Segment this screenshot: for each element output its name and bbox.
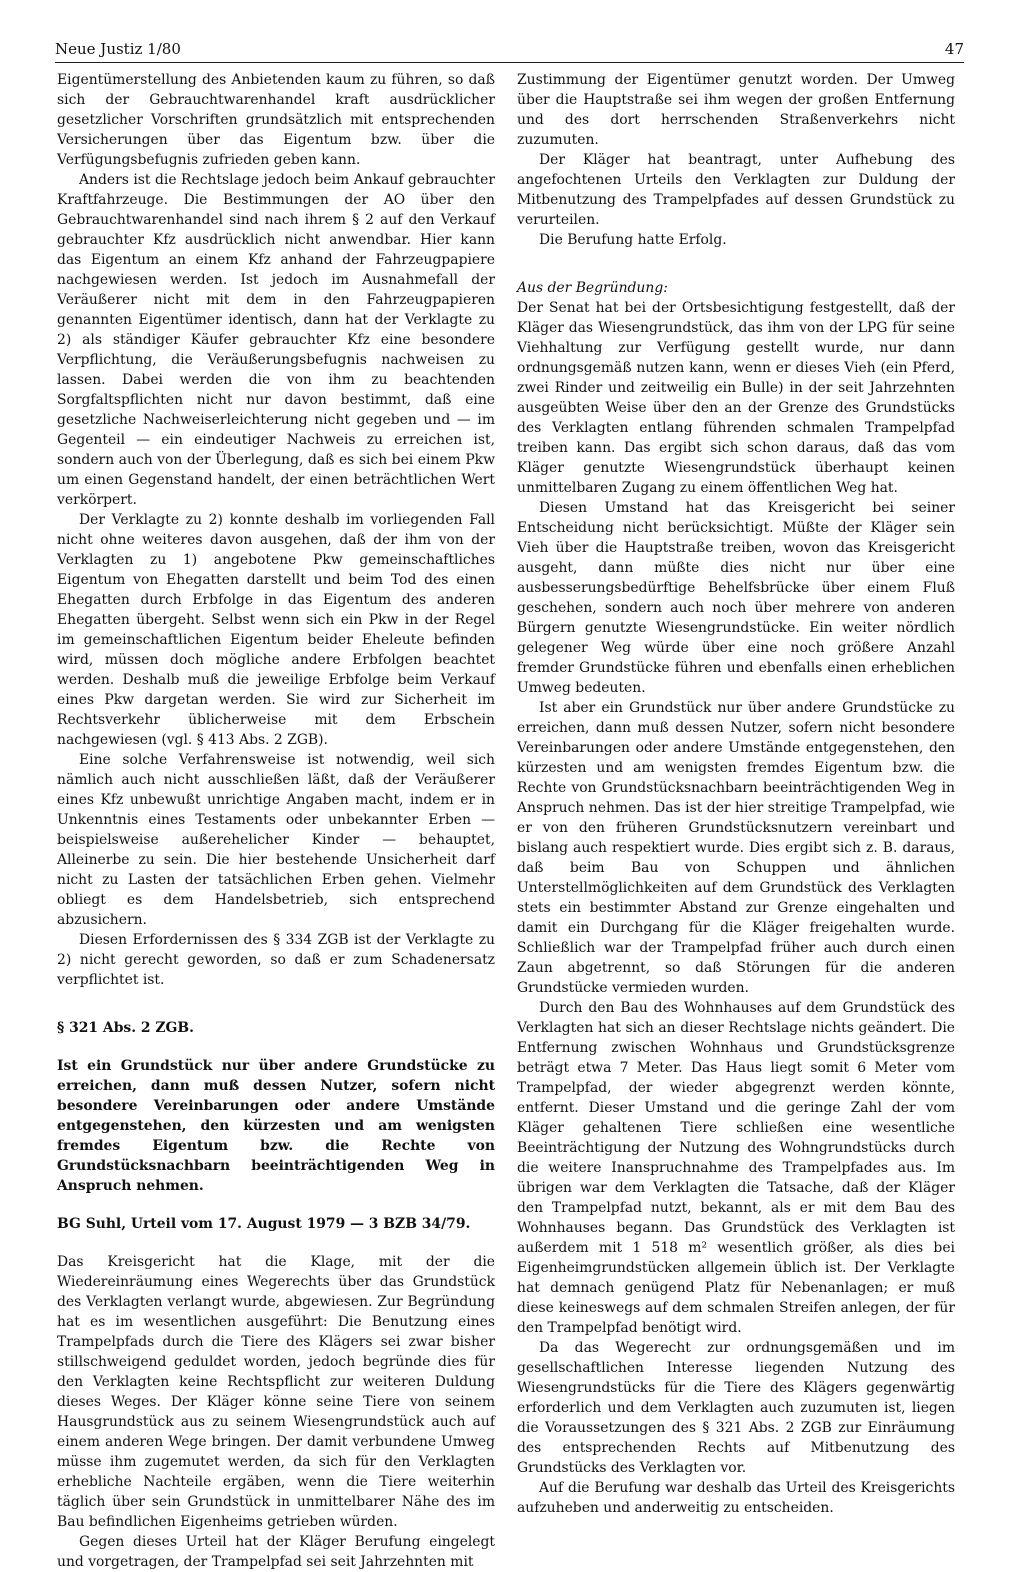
paragraph: Der Kläger hat beantragt, unter Aufhebung des angefochtenen Urteils den Verklagten zur Duldung der Mitbenutzung des Trampelpfades auf dessen Grundstück zu verurteilen.: [517, 152, 955, 228]
paragraph: Gegen dieses Urteil hat der Kläger Berufung eingelegt und vorgetragen, der Trampelpfad sei seit Jahrzehnten mit: [57, 1534, 495, 1570]
paragraph: Durch den Bau des Wohnhauses auf dem Grundstück des Verklagten hat sich an dieser Rechtslage nichts geändert. Die Entfernung zwischen Wohnhaus und Grundstücksgrenze beträgt etwa 7 Meter. Das Haus liegt somit 6 Meter vom Trampelpfad, der wieder abgegrenzt werden könnte, entfernt. Dieser Umstand und die geringe Zahl der vom Kläger gehaltenen Tiere schließen eine wesentliche Beeinträchtigung der Nutzung des Wohngrundstücks durch die weitere Inanspruchnahme des Trampelpfades aus. Im übrigen war dem Verklagten die Tatsache, daß der Kläger den Trampelpfad nutzt, bekannt, als er mit dem Bau des Wohnhauses begann. Das Grundstück des Verklagten ist außerdem mit 1 518 m² wesentlich größer, als dies bei Eigenheimgrundstücken allgemein üblich ist. Der Verklagte hat demnach genügend Platz für Nebenanlagen; er muß diese keineswegs auf dem schmalen Streifen anlegen, der für den Trampelpfad benötigt wird.: [517, 1000, 955, 1336]
paragraph: Auf die Berufung war deshalb das Urteil des Kreisgerichts aufzuheben und anderweitig zu entscheiden.: [517, 1480, 955, 1516]
header-rule: [55, 62, 964, 63]
statute-reference: § 321 Abs. 2 ZGB.: [57, 1020, 194, 1036]
court-citation: BG Suhl, Urteil vom 17. August 1979 — 3 BZB 34/79.: [57, 1216, 471, 1232]
paragraph-continued: Eigentümerstellung des Anbietenden kaum zu führen, so daß sich der Gebrauchtwarenhandel kraft ausdrücklicher gesetzlicher Vorschriften grundsätzlich mit entsprechenden Versicherungen über das Eigentum bzw. über die Verfügungsbefugnis zufrieden geben kann.: [57, 72, 495, 168]
paragraph: Der Senat hat bei der Ortsbesichtigung festgestellt, daß der Kläger das Wiesengrundstück, das ihm von der LPG für seine Viehhaltung zur Verfügung gestellt wurde, nur dann ordnungsgemäß nutzen kann, wenn er dieses Vieh (ein Pferd, zwei Rinder und zeitweilig ein Bulle) in der seit Jahrzehnten ausgeübten Weise über den an der Grenze des Grundstücks des Verklagten entlang führenden schmalen Trampelpfad treiben kann. Das ergibt sich schon daraus, daß das vom Kläger genutzte Wiesengrundstück überhaupt keinen unmittelbaren Zugang zu einem öffentlichen Weg hat.: [517, 300, 955, 496]
paragraph: Anders ist die Rechtslage jedoch beim Ankauf gebrauchter Kraftfahrzeuge. Die Bestimmungen der AO über den Gebrauchtwarenhandel sind nach ihrem § 2 auf den Verkauf gebrauchter Kfz ausdrücklich nicht anwendbar. Hier kann das Eigentum an einem Kfz anhand der Fahrzeugpapiere nachgewiesen werden. Ist jedoch im Ausnahmefall der Veräußerer nicht mit dem in den Fahrzeugpapieren genannten Eigentümer identisch, dann hat der Verklagte zu 2) als ständiger Käufer gebrauchter Kfz eine besondere Verpflichtung, die Veräußerungsbefugnis nachweisen zu lassen. Dabei werden die von ihm zu beachtenden Sorgfaltspflichten nicht nur davon bestimmt, daß eine gesetzliche Nachweiserleichterung nicht gegeben und — im Gegenteil — ein eindeutiger Nachweis zu erreichen ist, sondern auch von der Überlegung, daß es sich bei einem Pkw um einen Gegenstand handelt, der einen beträchtlichen Wert verkörpert.: [57, 172, 495, 508]
paragraph: Eine solche Verfahrensweise ist notwendig, weil sich nämlich auch nicht ausschließen läßt, daß der Veräußerer eines Kfz unbewußt unrichtige Angaben macht, indem er in Unkenntnis eines Testaments oder unbekannter Erben — beispielsweise außerehelicher Kinder — behauptet, Alleinerbe zu sein. Die hier bestehende Unsicherheit darf nicht zu Lasten der tatsächlichen Erben gehen. Vielmehr obliegt es dem Handelsbetrieb, sich entsprechend abzusichern.: [57, 752, 495, 928]
paragraph: Das Kreisgericht hat die Klage, mit der die Wiedereinräumung eines Wegerechts über das Grundstück des Verklagten verlangt wurde, abgewiesen. Zur Begründung hat es im wesentlichen ausgeführt: Die Benutzung eines Trampelpfads durch die Tiere des Klägers sei zwar bisher stillschweigend geduldet worden, jedoch begründe dies für den Verklagten keine Rechtspflicht zur weiteren Duldung dieses Weges. Der Kläger könne seine Tiere von seinem Hausgrundstück aus zu seinem Wiesengrundstück auch auf einem anderen Wege bringen. Der damit verbundene Umweg müsse ihm zugemutet werden, da sich für den Verklagten erhebliche Nachteile ergäben, wenn die Tiere weiterhin täglich über sein Grundstück in unmittelbarer Nähe des im Bau befindlichen Eigenheims getrieben würden.: [57, 1254, 495, 1530]
paragraph: Da das Wegerecht zur ordnungsgemäßen und im gesellschaftlichen Interesse liegenden Nutzung des Wiesengrundstücks für die Tiere des Klägers gegenwärtig erforderlich und dem Verklagten auch zuzumuten ist, liegen die Voraussetzungen des § 321 Abs. 2 ZGB zur Einräumung des entsprechenden Rechts auf Mitbenutzung des Grundstücks des Verklagten vor.: [517, 1340, 955, 1476]
page-header: [55, 40, 964, 62]
left-column: [57, 70, 495, 1572]
paragraph: Diesen Umstand hat das Kreisgericht bei seiner Entscheidung nicht berücksichtigt. Müßte der Kläger sein Vieh über die Hauptstraße treiben, wovon das Kreisgericht ausgeht, dann müßte dies nicht nur über eine ausbesserungsbedürftige Behelfsbrücke über einem Fluß geschehen, sondern auch noch über mehrere von anderen Bürgern genutzte Wiesengrundstücke. Ein weiter nördlich gelegener Weg würde über eine noch größere Anzahl fremder Grundstücke führen und ebenfalls einen erheblichen Umweg bedeuten.: [517, 500, 955, 696]
journal-title: Neue Justiz 1/80: [55, 40, 181, 58]
paragraph: Die Berufung hatte Erfolg.: [539, 232, 727, 248]
page-number: 47: [944, 40, 964, 58]
reasons-heading: Aus der Begründung:: [517, 280, 668, 296]
paragraph: Diesen Erfordernissen des § 334 ZGB ist der Verklagte zu 2) nicht gerecht geworden, so daß er zum Schadenersatz verpflichtet ist.: [57, 932, 495, 988]
paragraph: Der Verklagte zu 2) konnte deshalb im vorliegenden Fall nicht ohne weiteres davon ausgehen, daß der ihm von der Verklagten zu 1) angebotene Pkw gemeinschaftliches Eigentum von Ehegatten darstellt und beim Tod des einen Ehegatten durch Erbfolge in das Eigentum des anderen Ehegatten übergeht. Selbst wenn sich ein Pkw in der Regel im gemeinschaftlichen Eigentum beider Eheleute befinden wird, müssen doch mögliche andere Erbfolgen beachtet werden. Deshalb muß die jeweilige Erbfolge beim Verkauf eines Pkw dargetan werden. Sie wird zur Sicherheit im Rechtsverkehr üblicherweise mit dem Erbschein nachgewiesen (vgl. § 413 Abs. 2 ZGB).: [57, 512, 495, 748]
paragraph: Ist aber ein Grundstück nur über andere Grundstücke zu erreichen, dann muß dessen Nutzer, sofern nicht besondere Vereinbarungen oder andere Umstände entgegenstehen, den kürzesten und am wenigsten fremdes Eigentum bzw. die Rechte von Grundstücksnachbarn beeinträchtigenden Weg in Anspruch nehmen. Das ist der hier streitige Trampelpfad, wie er von den früheren Grundstücksnutzern vereinbart und bislang auch respektiert wurde. Dies ergibt sich z. B. daraus, daß beim Bau von Schuppen und ähnlichen Unterstellmöglichkeiten auf dem Grundstück des Verklagten stets ein bestimmter Abstand zur Grenze eingehalten und damit ein Durchgang für die Kläger freigehalten wurde. Schließlich war der Trampelpfad früher auch durch einen Zaun abgetrennt, so daß Störungen für die anderen Grundstücke vermieden wurden.: [517, 700, 955, 996]
headnote: Ist ein Grundstück nur über andere Grundstücke zu erreichen, dann muß dessen Nutzer, sofern nicht besondere Vereinbarungen oder andere Umstände entgegenstehen, den kürzesten und am wenigsten fremdes Eigentum bzw. die Rechte von Grundstücksnachbarn beeinträchtigenden Weg in Anspruch nehmen.: [57, 1058, 495, 1194]
right-column: [517, 70, 955, 1518]
paragraph-continued: Zustimmung der Eigentümer genutzt worden. Der Umweg über die Hauptstraße sei ihm wegen der großen Entfernung und des dort herrschenden Straßenverkehrs nicht zuzumuten.: [517, 72, 955, 148]
